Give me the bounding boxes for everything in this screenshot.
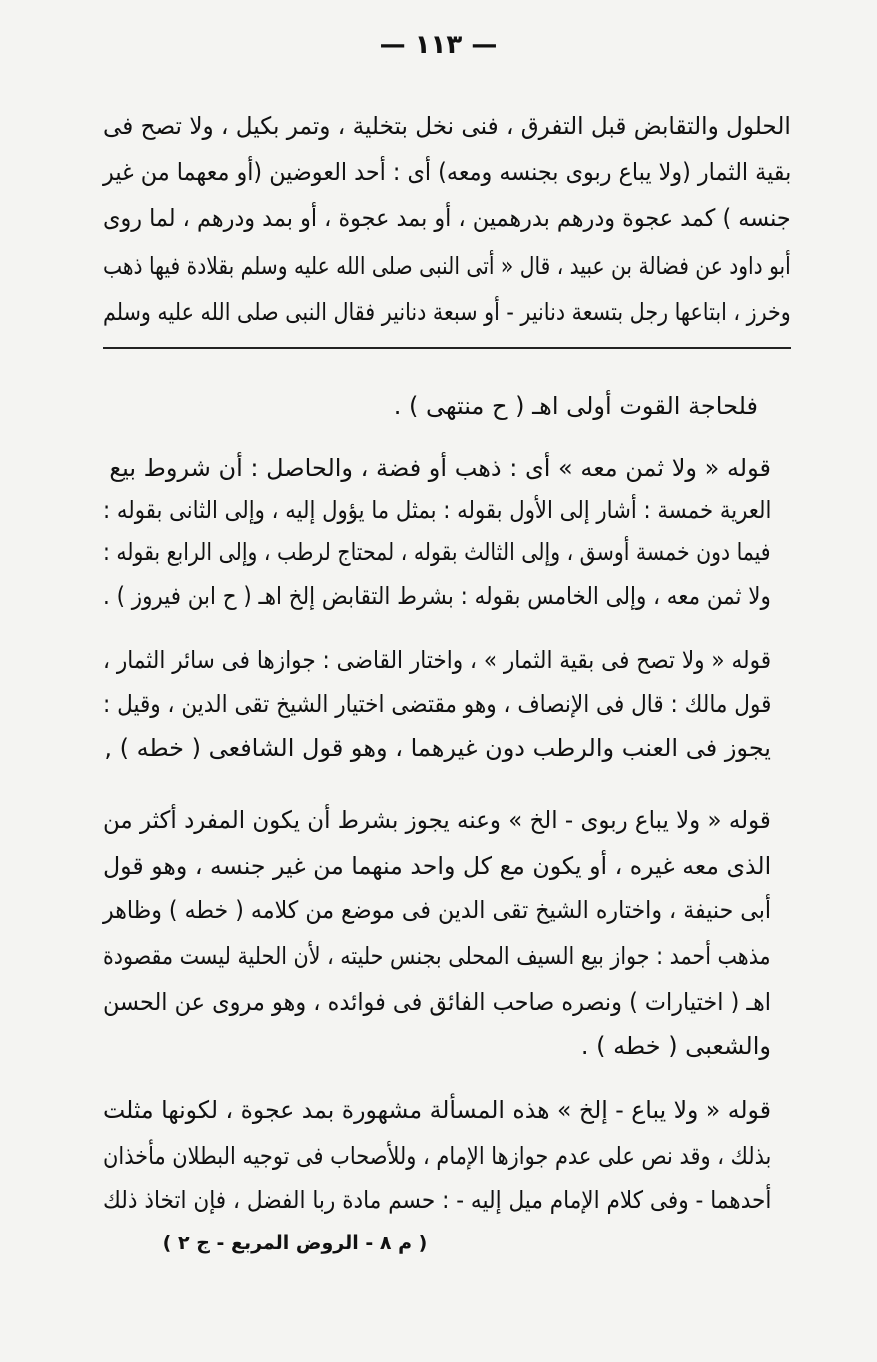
note-line: فلحاجة القوت أولى اهـ ( ح منتهى ) . xyxy=(393,392,758,420)
note-line: قوله « ولا يباع - إلخ » هذه المسألة مشهورة بمد عجوة ، لكونها مثلت xyxy=(103,1096,771,1124)
note-line: يجوز فى العنب والرطب دون غيرهما ، وهو قول الشافعى ( خطه ) , xyxy=(104,734,771,762)
note-line: أحدهما - وفى كلام الإمام ميل إليه - : حسم مادة ربا الفضل ، فإن اتخاذ ذلك xyxy=(102,1186,771,1214)
note-line: مذهب أحمد : جواز بيع السيف المحلى بجنس حليته ، لأن الحلية ليست مقصودة xyxy=(103,942,771,970)
note-line: والشعبى ( خطه ) . xyxy=(580,1032,771,1060)
footer-signature: ( م ٨ - الروض المربع - ج ٢ ) xyxy=(162,1232,428,1254)
note-line: قول مالك : قال فى الإنصاف ، وهو مقتضى اختيار الشيخ تقى الدين ، وقيل : xyxy=(102,690,771,718)
main-line: أبو داود عن فضالة بن عبيد ، قال « أتى النبى صلى الله عليه وسلم بقلادة فيها ذهب xyxy=(103,252,791,280)
page-number: — ١١٣ — xyxy=(379,30,498,60)
note-line: قوله « ولا تصح فى بقية الثمار » ، واختار القاضى : جوازها فى سائر الثمار ، xyxy=(102,646,771,674)
main-line: جنسه ) كمد عجوة ودرهم بدرهمين ، أو بمد عجوة ، أو بمد ودرهم ، لما روى xyxy=(103,204,791,232)
note-line: فيما دون خمسة أوسق ، وإلى الثالث بقوله ، لمحتاج لرطب ، وإلى الرابع بقوله : xyxy=(103,538,771,566)
note-line: اهـ ( اختيارات ) ونصره صاحب الفائق فى فوائده ، وهو مروى عن الحسن xyxy=(102,988,771,1016)
note-line: قوله « ولا يباع ربوى - الخ » وعنه يجوز بشرط أن يكون المفرد أكثر من xyxy=(103,806,771,834)
footnote-divider xyxy=(103,347,791,349)
note-line: قوله « ولا ثمن معه » أى : ذهب أو فضة ، والحاصل : أن شروط بيع xyxy=(109,454,771,482)
note-line: بذلك ، وقد نص على عدم جوازها الإمام ، وللأصحاب فى توجيه البطلان مأخذان xyxy=(102,1142,771,1170)
note-line: أبى حنيفة ، واختاره الشيخ تقى الدين فى موضع من كلامه ( خطه ) وظاهر xyxy=(102,896,771,924)
main-line: الحلول والتقابض قبل التفرق ، فنى نخل بتخلية ، وتمر بكيل ، ولا تصح فى xyxy=(103,112,791,140)
main-line: بقية الثمار (ولا يباع ربوى بجنسه ومعه) أى : أحد العوضين (أو معهما من غير xyxy=(102,158,791,186)
note-line: ولا ثمن معه ، وإلى الخامس بقوله : بشرط التقابض إلخ اهـ ( ح ابن فيروز ) . xyxy=(103,582,771,610)
note-line: العرية خمسة : أشار إلى الأول بقوله : بمثل ما يؤول إليه ، وإلى الثانى بقوله : xyxy=(102,496,771,524)
note-line: الذى معه غيره ، أو يكون مع كل واحد منهما من غير جنسه ، وهو قول xyxy=(102,852,771,880)
main-line: وخرز ، ابتاعها رجل بتسعة دنانير - أو سبعة دنانير فقال النبى صلى الله عليه وسلم xyxy=(103,298,791,326)
